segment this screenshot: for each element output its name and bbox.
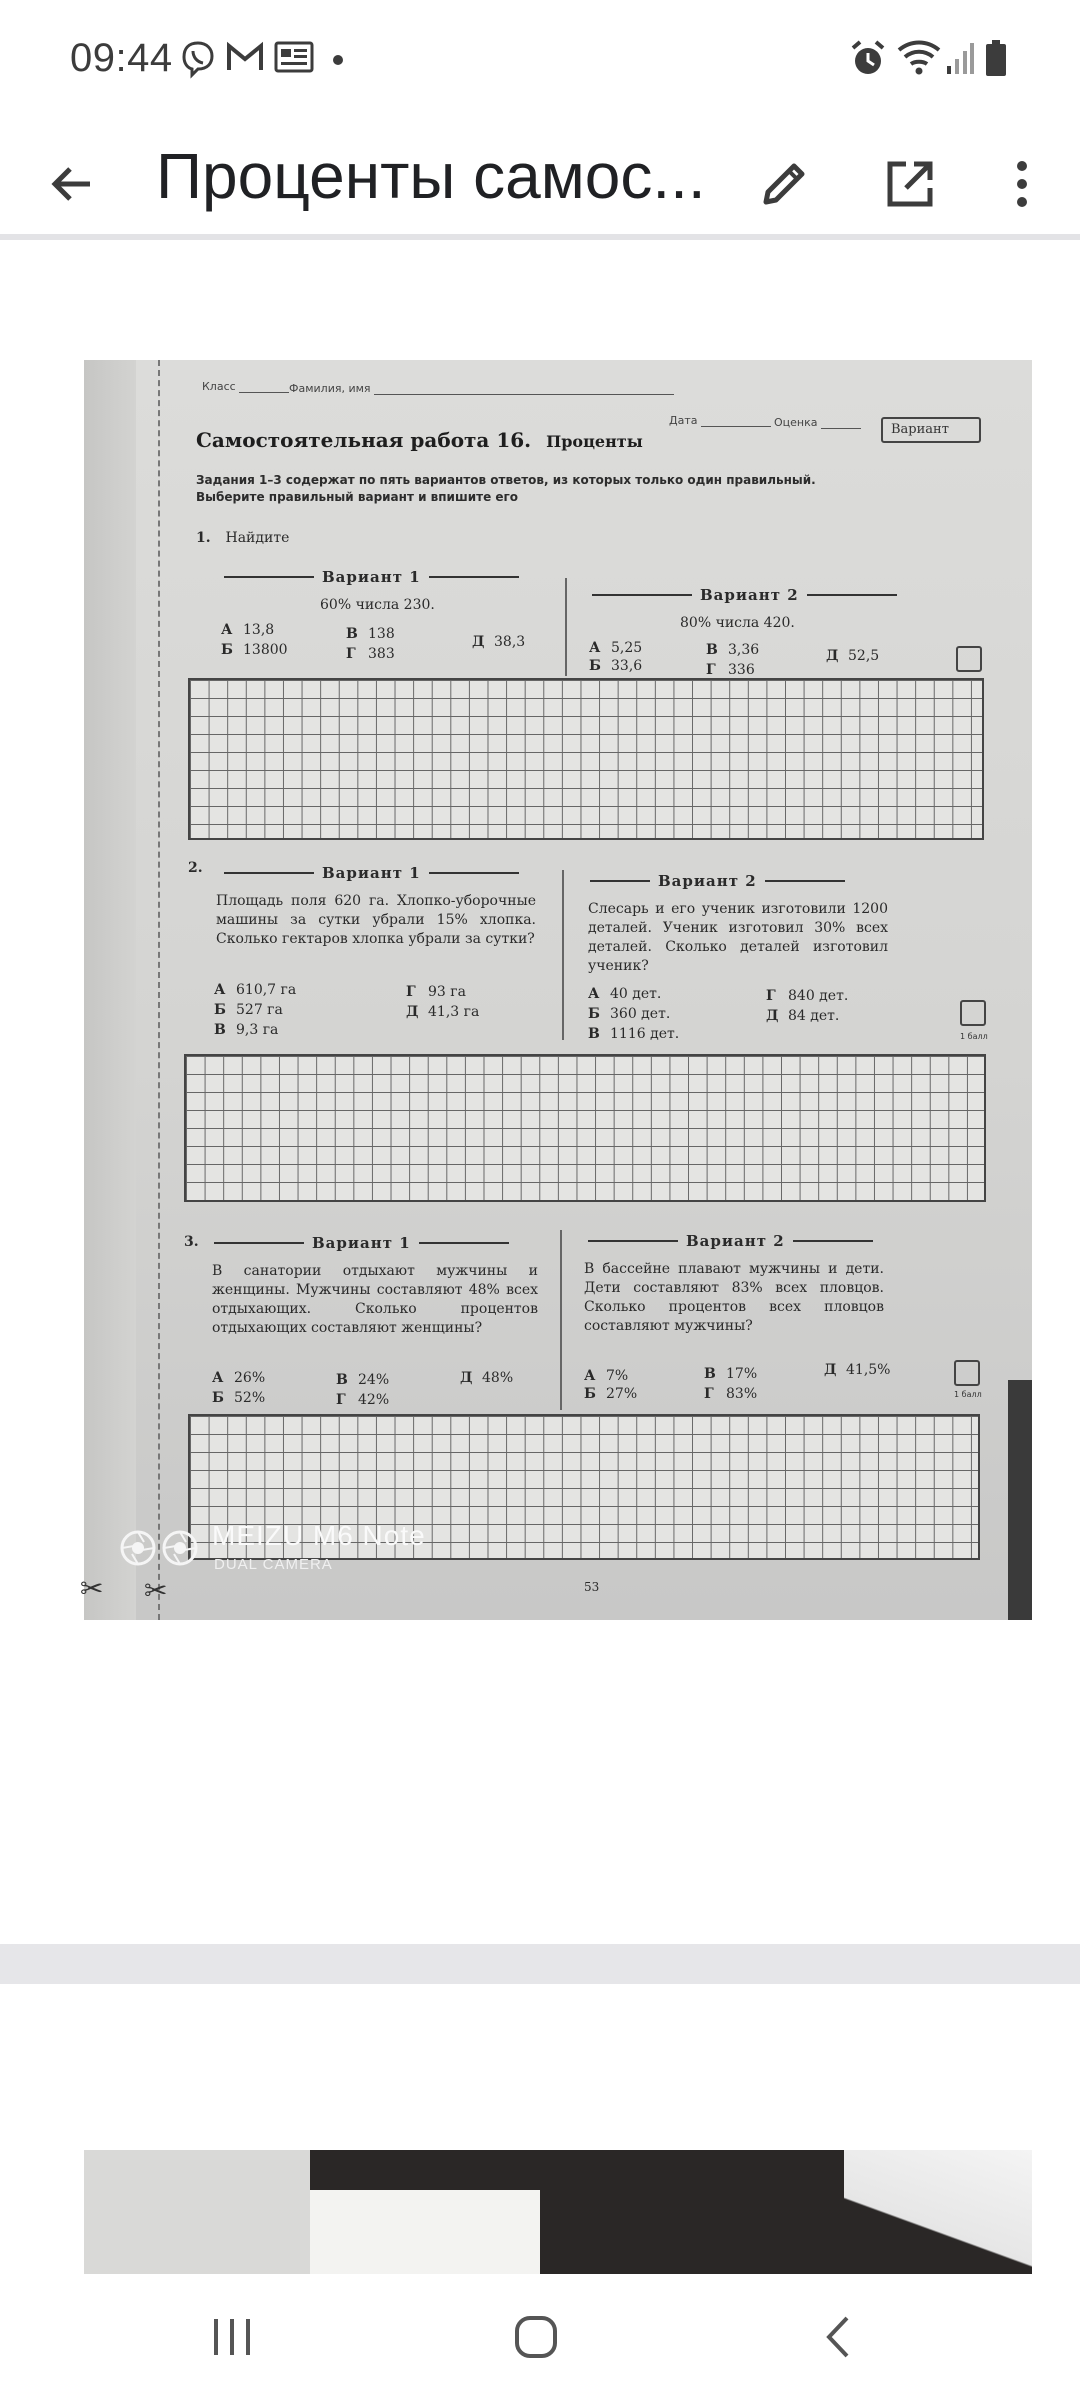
- task-1-v1-option-v: В 138: [346, 626, 395, 642]
- task-3-variant-1-heading: Вариант 1: [214, 1234, 509, 1252]
- task-1-variant-2-heading: Вариант 2: [592, 586, 897, 604]
- task-2-v2-option-g: Г 840 дет.: [766, 988, 849, 1004]
- task-2-number: 2.: [188, 860, 203, 876]
- viber-icon: [180, 40, 216, 78]
- date-field: [669, 414, 771, 427]
- name-field: [289, 382, 674, 395]
- task-1-score-box: [956, 646, 982, 672]
- task-3-v2-option-v: В 17%: [704, 1366, 758, 1382]
- worksheet-photo[interactable]: [80, 360, 1032, 1620]
- task-3-v2-option-g: Г 83%: [704, 1386, 758, 1402]
- task-2-v1-option-g: Г 93 га: [406, 984, 466, 1000]
- scissors-icon: ✂: [144, 1574, 168, 1607]
- task-2-score-box: [960, 1000, 986, 1026]
- task-2-v2-option-a: А 40 дет.: [588, 986, 662, 1002]
- task-1-variant-1-heading: Вариант 1: [224, 568, 519, 586]
- camera-watermark: [120, 1520, 520, 1580]
- task-2-v2-option-b: Б 360 дет.: [588, 1006, 671, 1022]
- task-2-v1-option-a: А 610,7 га: [214, 982, 297, 998]
- document-title: Проценты самос...: [156, 140, 706, 212]
- task-1-v1-option-g: Г 383: [346, 646, 395, 662]
- scissors-icon: ✂: [80, 1572, 104, 1605]
- camera-lens-icon: [120, 1528, 200, 1568]
- status-time: 09:44: [70, 36, 173, 80]
- news-icon: [274, 40, 314, 74]
- alarm-icon: [850, 40, 886, 78]
- worksheet-title-main: Самостоятельная работа 16.: [196, 428, 532, 452]
- variant-separator: [565, 578, 567, 676]
- worksheet-instructions: Задания 1–3 содержат по пять вариантов ответов, из которых только один правильный. Выберите правильный вариант и впишите его: [196, 473, 816, 504]
- name-label: Фамилия, имя: [289, 382, 371, 395]
- open-in-new-button[interactable]: [862, 136, 958, 232]
- task-1-v2-option-g: Г 336: [706, 662, 755, 678]
- class-label: Класс: [202, 380, 236, 393]
- arrow-left-icon: [48, 160, 96, 208]
- task-2-variant-2-heading: Вариант 2: [590, 872, 845, 890]
- app-bar: [0, 120, 1080, 234]
- task-1-v2-option-d: Д 52,5: [826, 648, 880, 664]
- task-2-variant-1-heading: Вариант 1: [224, 864, 519, 882]
- task-2-variant-2-text: Слесарь и его ученик изготовили 1200 деталей. Ученик изготовил 30% всех деталей. Сколько деталей изготовил ученик?: [588, 901, 888, 974]
- grade-label: Оценка: [774, 416, 818, 429]
- task-3-score-box: [954, 1360, 980, 1386]
- back-button[interactable]: [24, 136, 120, 232]
- more-options-button[interactable]: [974, 136, 1070, 232]
- task-2-v1-option-b: Б 527 га: [214, 1002, 283, 1018]
- task-1-v1-option-b: Б 13800: [221, 642, 288, 658]
- task-1-v2-option-v: В 3,36: [706, 642, 760, 658]
- task-1-number: 1. Найдите: [196, 530, 290, 546]
- variant-box: [881, 417, 981, 443]
- recent-apps-button[interactable]: [172, 2294, 292, 2380]
- gmail-icon: [226, 40, 264, 74]
- home-button[interactable]: [476, 2294, 596, 2380]
- task-1-variant-2-text: 80% числа 420.: [680, 615, 795, 631]
- task-2-score-label: 1 балл: [960, 1032, 988, 1041]
- variant-separator: [562, 870, 564, 1040]
- page-separator: [0, 1944, 1080, 1984]
- edit-button[interactable]: [736, 136, 832, 232]
- task-3-number: 3.: [184, 1234, 199, 1250]
- worksheet-subtitle: Проценты: [546, 432, 643, 451]
- task-3-v2-option-d: Д 41,5%: [824, 1362, 891, 1378]
- task-1-answer-grid: [188, 678, 984, 840]
- class-field: [202, 380, 289, 393]
- grade-field: [774, 416, 861, 429]
- date-label: Дата: [669, 414, 698, 427]
- task-3-v1-option-a: А 26%: [212, 1370, 266, 1386]
- task-2-variant-1-text: Площадь поля 620 га. Хлопко-уборочные машины за сутки убрали 15% хлопка. Сколько гектаров хлопка убрали за сутки?: [216, 893, 536, 947]
- wifi-icon: [896, 40, 942, 76]
- open-in-new-icon: [884, 158, 936, 210]
- navigation-bar: [0, 2274, 1080, 2400]
- task-3-v2-option-b: Б 27%: [584, 1386, 638, 1402]
- task-3-v1-option-v: В 24%: [336, 1372, 390, 1388]
- worksheet-photo-2[interactable]: [84, 2150, 1032, 2274]
- signal-icon: [946, 40, 974, 76]
- watermark-subtitle: DUAL CAMERA: [214, 1556, 333, 1573]
- task-3-variant-2-text: В бассейне плавают мужчины и дети. Дети составляют 83% всех пловцов. Сколько процентов всех пловцов составляют мужчины?: [584, 1261, 884, 1334]
- task-3-v1-option-g: Г 42%: [336, 1392, 390, 1408]
- pencil-icon: [758, 158, 810, 210]
- task-3-variant-2-heading: Вариант 2: [588, 1232, 873, 1250]
- task-3-v2-option-a: А 7%: [584, 1368, 629, 1384]
- battery-icon: [986, 40, 1006, 76]
- task-3-variant-1-text: В санатории отдыхают мужчины и женщины. Мужчины составляют 48% всех отдыхающих. Сколько процентов отдыхающих составляют женщины?: [212, 1263, 538, 1336]
- task-2-v1-option-v: В 9,3 га: [214, 1022, 279, 1038]
- variant-box-label: Вариант: [891, 422, 949, 437]
- worksheet: [80, 360, 1032, 1620]
- task-1-variant-1-text: 60% числа 230.: [320, 597, 435, 613]
- task-1-prompt: Найдите: [225, 530, 290, 546]
- watermark-brand: MEIZU M6 Note: [212, 1520, 426, 1551]
- page-number: 53: [584, 1580, 600, 1594]
- task-2-answer-grid: [184, 1054, 986, 1202]
- variant-separator: [560, 1230, 562, 1410]
- worksheet-title: [196, 428, 643, 452]
- photo-paper-corner: [844, 2150, 1032, 2274]
- task-2-v2-option-v: В 1116 дет.: [588, 1026, 680, 1042]
- back-icon: [823, 2314, 853, 2360]
- task-3-score-label: 1 балл: [954, 1390, 982, 1399]
- recent-apps-icon: [210, 2317, 254, 2357]
- dot-icon: [332, 54, 344, 66]
- task-1-v2-option-a: А 5,25: [589, 640, 643, 656]
- system-back-button[interactable]: [778, 2294, 898, 2380]
- task-1-v2-option-b: Б 33,6: [589, 658, 643, 674]
- status-bar: [0, 0, 1080, 120]
- home-icon: [513, 2314, 559, 2360]
- task-2-v1-option-d: Д 41,3 га: [406, 1004, 480, 1020]
- task-2-v2-option-d: Д 84 дет.: [766, 1008, 840, 1024]
- task-1-v1-option-d: Д 38,3: [472, 634, 526, 650]
- task-1-v1-option-a: А 13,8: [221, 622, 275, 638]
- photo-paper-area: [310, 2190, 540, 2274]
- more-vert-icon: [1012, 158, 1032, 210]
- task-3-v1-option-b: Б 52%: [212, 1390, 266, 1406]
- task-3-v1-option-d: Д 48%: [460, 1370, 514, 1386]
